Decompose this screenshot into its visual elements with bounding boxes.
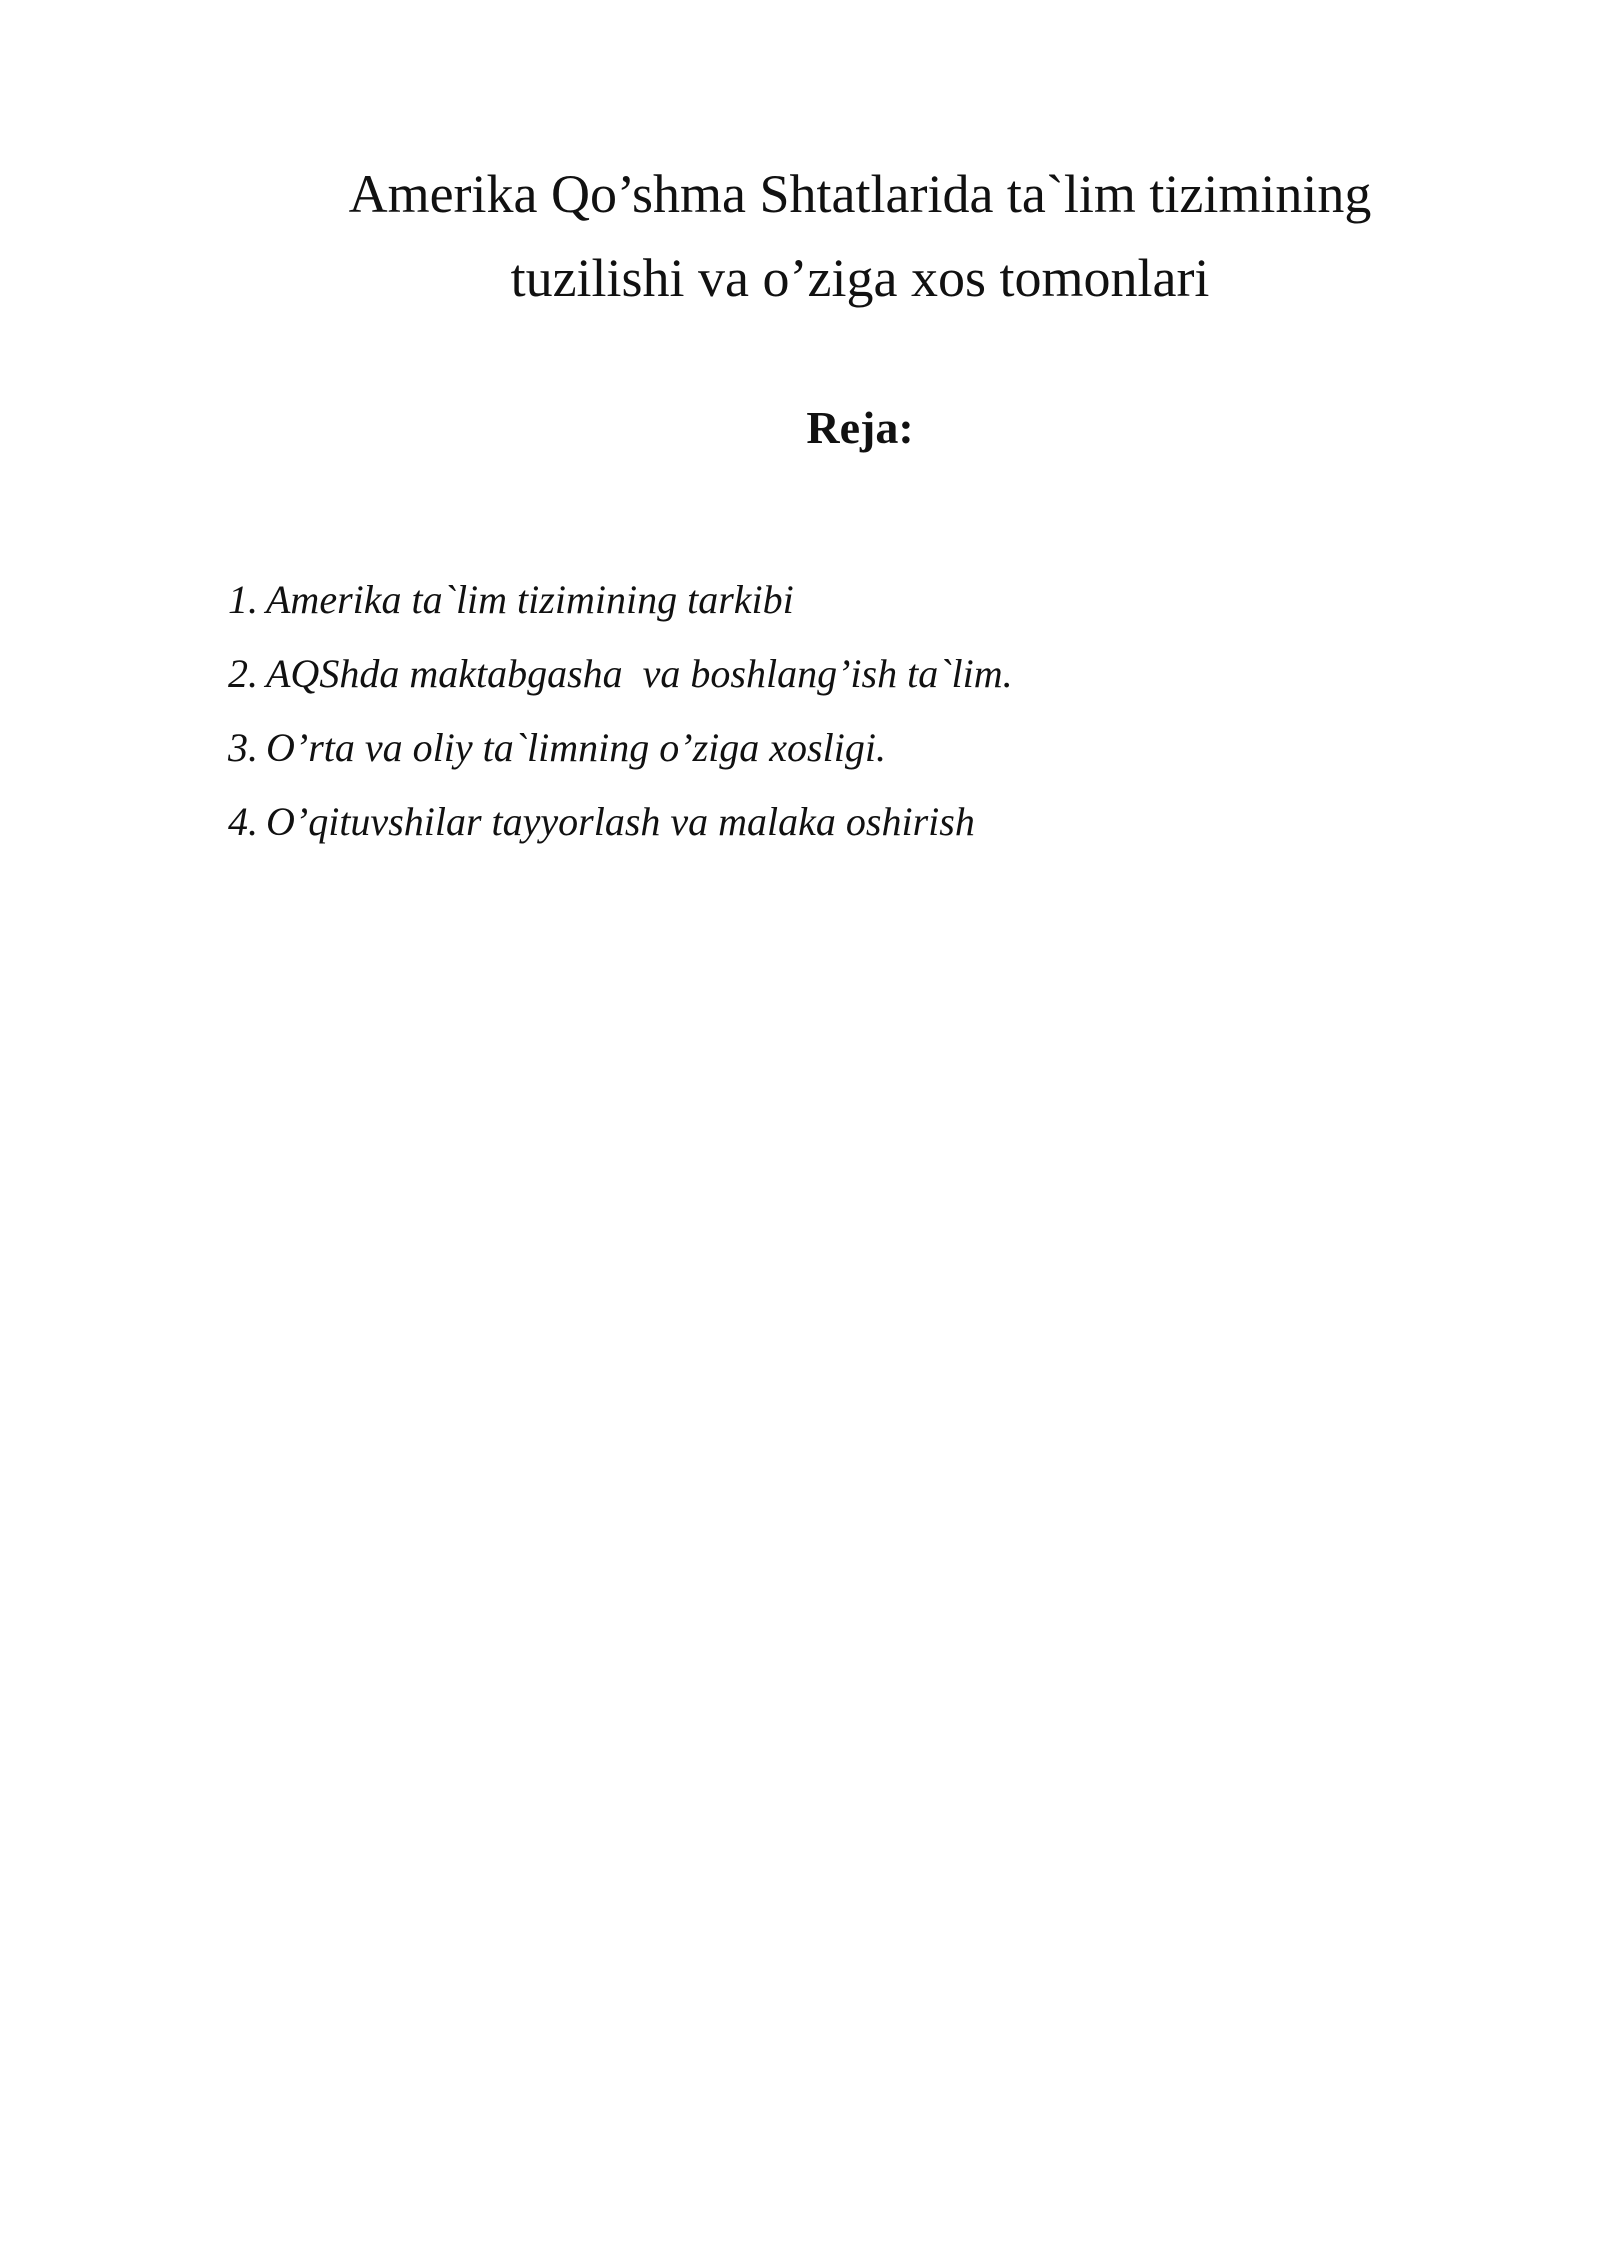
title-line-1: Amerika Qo’shma Shtatlarida ta`lim tizimining [348, 164, 1372, 224]
plan-list [228, 572, 1328, 868]
document-title [230, 152, 1490, 320]
plan-item-number: 4. [228, 799, 258, 844]
plan-item-3 [228, 720, 1328, 794]
plan-item-text: Amerika ta`lim tizimining tarkibi [266, 577, 794, 622]
plan-item-1 [228, 572, 1328, 646]
plan-item-4 [228, 794, 1328, 868]
plan-item-text: AQShda maktabgasha va boshlang’ish ta`lim. [266, 651, 1013, 696]
plan-item-text: O’qituvshilar tayyorlash va malaka oshirish [266, 799, 975, 844]
title-line-2: tuzilishi va o’ziga xos tomonlari [510, 248, 1210, 308]
plan-item-number: 3. [228, 725, 258, 770]
plan-item-number: 1. [228, 577, 258, 622]
plan-item-2 [228, 646, 1328, 720]
plan-heading: Reja: [806, 402, 914, 453]
plan-item-number: 2. [228, 651, 258, 696]
plan-item-text: O’rta va oliy ta`limning o’ziga xosligi. [266, 725, 886, 770]
